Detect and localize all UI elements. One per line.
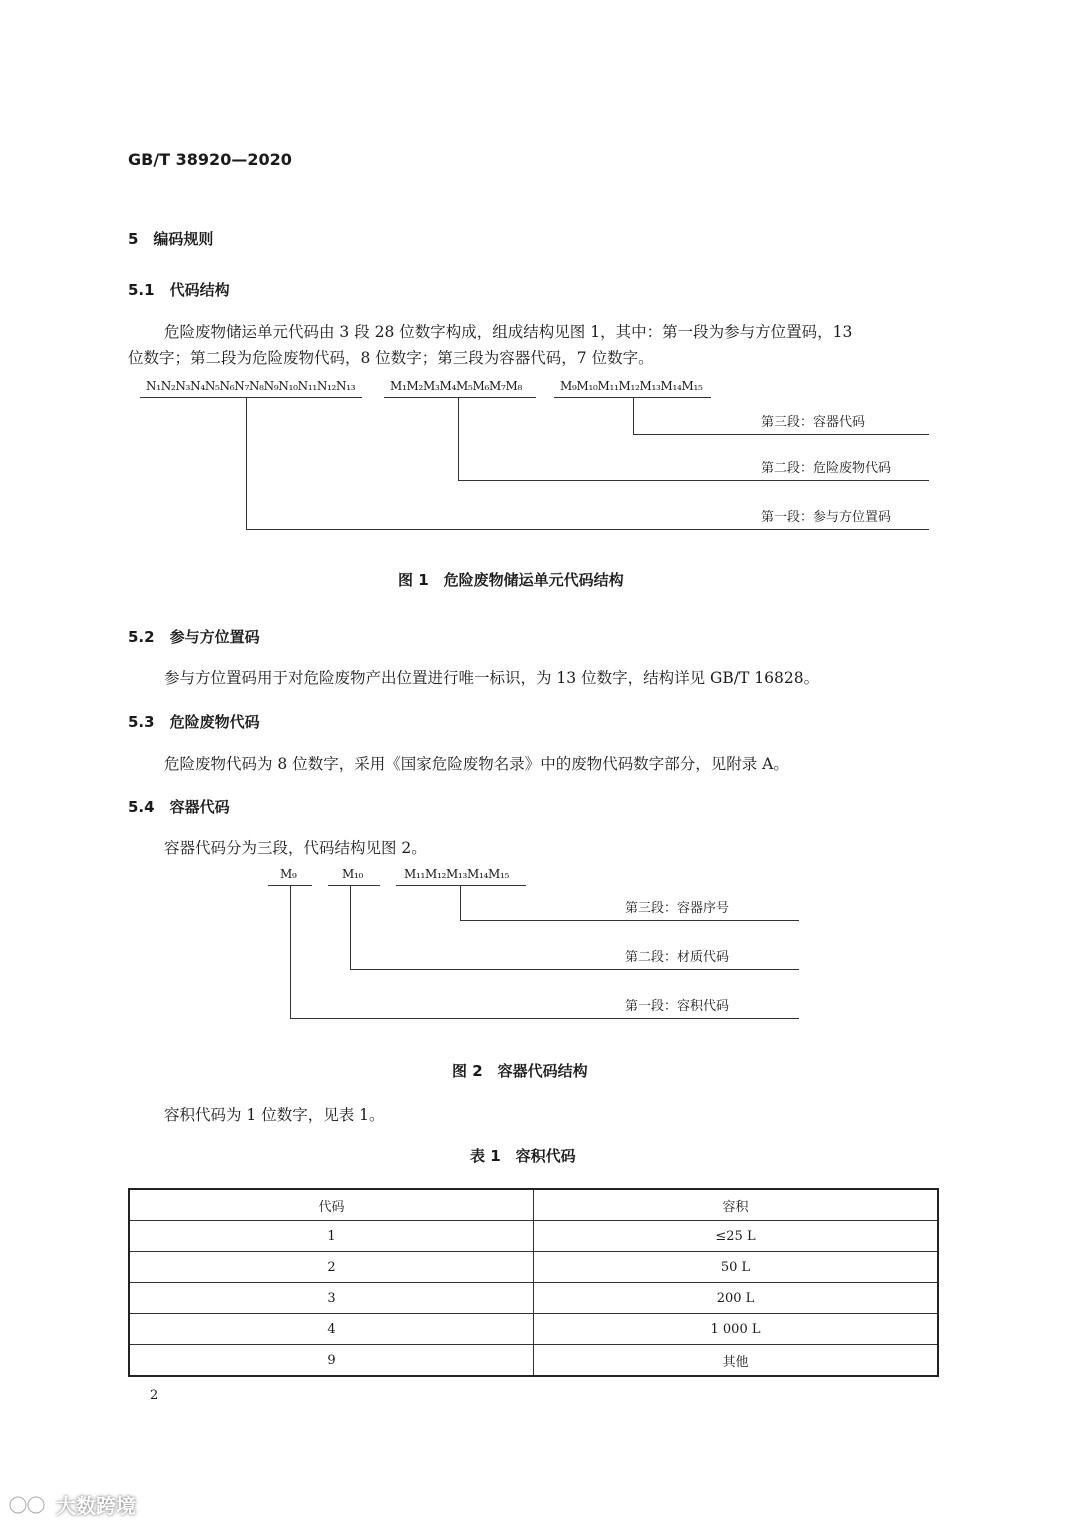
fig1-connector1-horizontal	[246, 529, 929, 530]
fig1-connector2-horizontal	[458, 480, 929, 481]
volume-code-para: 容积代码为 1 位数字，见表 1。	[164, 1106, 385, 1124]
fig2-connector3-horizontal	[460, 920, 799, 921]
fig2-connector1-vertical	[290, 885, 291, 1019]
fig2-label-segment2: 第二段：材质代码	[621, 946, 733, 965]
table-header-volume: 容积	[534, 1189, 939, 1221]
section-5-1-para-line1: 危险废物储运单元代码由 3 段 28 位数字构成，组成结构见图 1，其中：第一段为参与方位置码，13	[164, 323, 853, 341]
fig1-connector3-horizontal	[633, 434, 929, 435]
table-cell-code: 3	[129, 1283, 534, 1314]
table-row	[129, 1314, 938, 1345]
table-header-row	[129, 1189, 938, 1221]
fig2-segment2-code: M₁₀	[342, 867, 364, 881]
standard-number: GB/T 38920—2020	[128, 150, 292, 169]
fig2-connector3-vertical	[460, 885, 461, 921]
section-5-2-title: 5.2 参与方位置码	[128, 628, 260, 646]
fig2-connector2-vertical	[350, 885, 351, 970]
table-cell-volume: ≤25 L	[534, 1221, 939, 1252]
table1-caption: 表 1 容积代码	[470, 1147, 576, 1165]
section-5-3-title: 5.3 危险废物代码	[128, 713, 260, 731]
fig2-segment3-underline	[396, 885, 526, 886]
section-5-1-para-line2: 位数字；第二段为危险废物代码，8 位数字；第三段为容器代码，7 位数字。	[128, 349, 654, 367]
table-header-code: 代码	[129, 1189, 534, 1221]
fig1-connector2-vertical	[458, 397, 459, 481]
fig1-label-segment2: 第二段：危险废物代码	[757, 457, 895, 476]
section-5-4-para: 容器代码分为三段，代码结构见图 2。	[164, 839, 427, 857]
fig2-connector1-horizontal	[290, 1018, 799, 1019]
table-cell-code: 1	[129, 1221, 534, 1252]
table-cell-volume: 200 L	[534, 1283, 939, 1314]
table-cell-code: 4	[129, 1314, 534, 1345]
table-cell-code: 2	[129, 1252, 534, 1283]
fig2-label-segment1: 第一段：容积代码	[621, 995, 733, 1014]
table-cell-volume: 其他	[534, 1345, 939, 1377]
section-5-3-para: 危险废物代码为 8 位数字，采用《国家危险废物名录》中的废物代码数字部分，见附录 A。	[164, 755, 789, 773]
section-5-1-title: 5.1 代码结构	[128, 281, 230, 299]
table-row	[129, 1221, 938, 1252]
fig1-label-segment1: 第一段：参与方位置码	[757, 506, 895, 525]
fig2-caption: 图 2 容器代码结构	[452, 1062, 588, 1080]
fig2-segment3-code: M₁₁M₁₂M₁₃M₁₄M₁₅	[404, 867, 510, 881]
table-cell-volume: 1 000 L	[534, 1314, 939, 1345]
section-5-4-title: 5.4 容器代码	[128, 798, 230, 816]
table-cell-volume: 50 L	[534, 1252, 939, 1283]
fig1-connector3-vertical	[633, 397, 634, 435]
volume-code-table	[128, 1188, 939, 1377]
section-5-title: 5 编码规则	[128, 230, 214, 248]
fig2-connector2-horizontal	[350, 969, 799, 970]
fig1-caption: 图 1 危险废物储运单元代码结构	[398, 571, 624, 589]
table-row	[129, 1283, 938, 1314]
watermark-logo-icon	[8, 1492, 52, 1518]
fig2-segment1-code: M₉	[280, 867, 297, 881]
fig1-segment3-code: M₉M₁₀M₁₁M₁₂M₁₃M₁₄M₁₅	[560, 379, 703, 393]
watermark-text: 大数跨境	[56, 1494, 136, 1518]
page-number: 2	[150, 1388, 159, 1403]
fig1-segment1-underline	[140, 397, 362, 398]
fig1-connector1-vertical	[246, 397, 247, 530]
section-5-2-para: 参与方位置码用于对危险废物产出位置进行唯一标识，为 13 位数字，结构详见 GB/T 16828。	[164, 669, 820, 687]
fig2-segment2-underline	[328, 885, 380, 886]
fig1-segment2-code: M₁M₂M₃M₄M₅M₆M₇M₈	[390, 379, 522, 393]
watermark	[8, 1490, 136, 1519]
fig1-segment1-code: N₁N₂N₃N₄N₅N₆N₇N₈N₉N₁₀N₁₁N₁₂N₁₃	[146, 379, 356, 393]
table-row	[129, 1345, 938, 1377]
fig1-label-segment3: 第三段：容器代码	[757, 411, 869, 430]
table-cell-code: 9	[129, 1345, 534, 1377]
fig2-label-segment3: 第三段：容器序号	[621, 897, 733, 916]
fig1-segment2-underline	[384, 397, 536, 398]
table-row	[129, 1252, 938, 1283]
